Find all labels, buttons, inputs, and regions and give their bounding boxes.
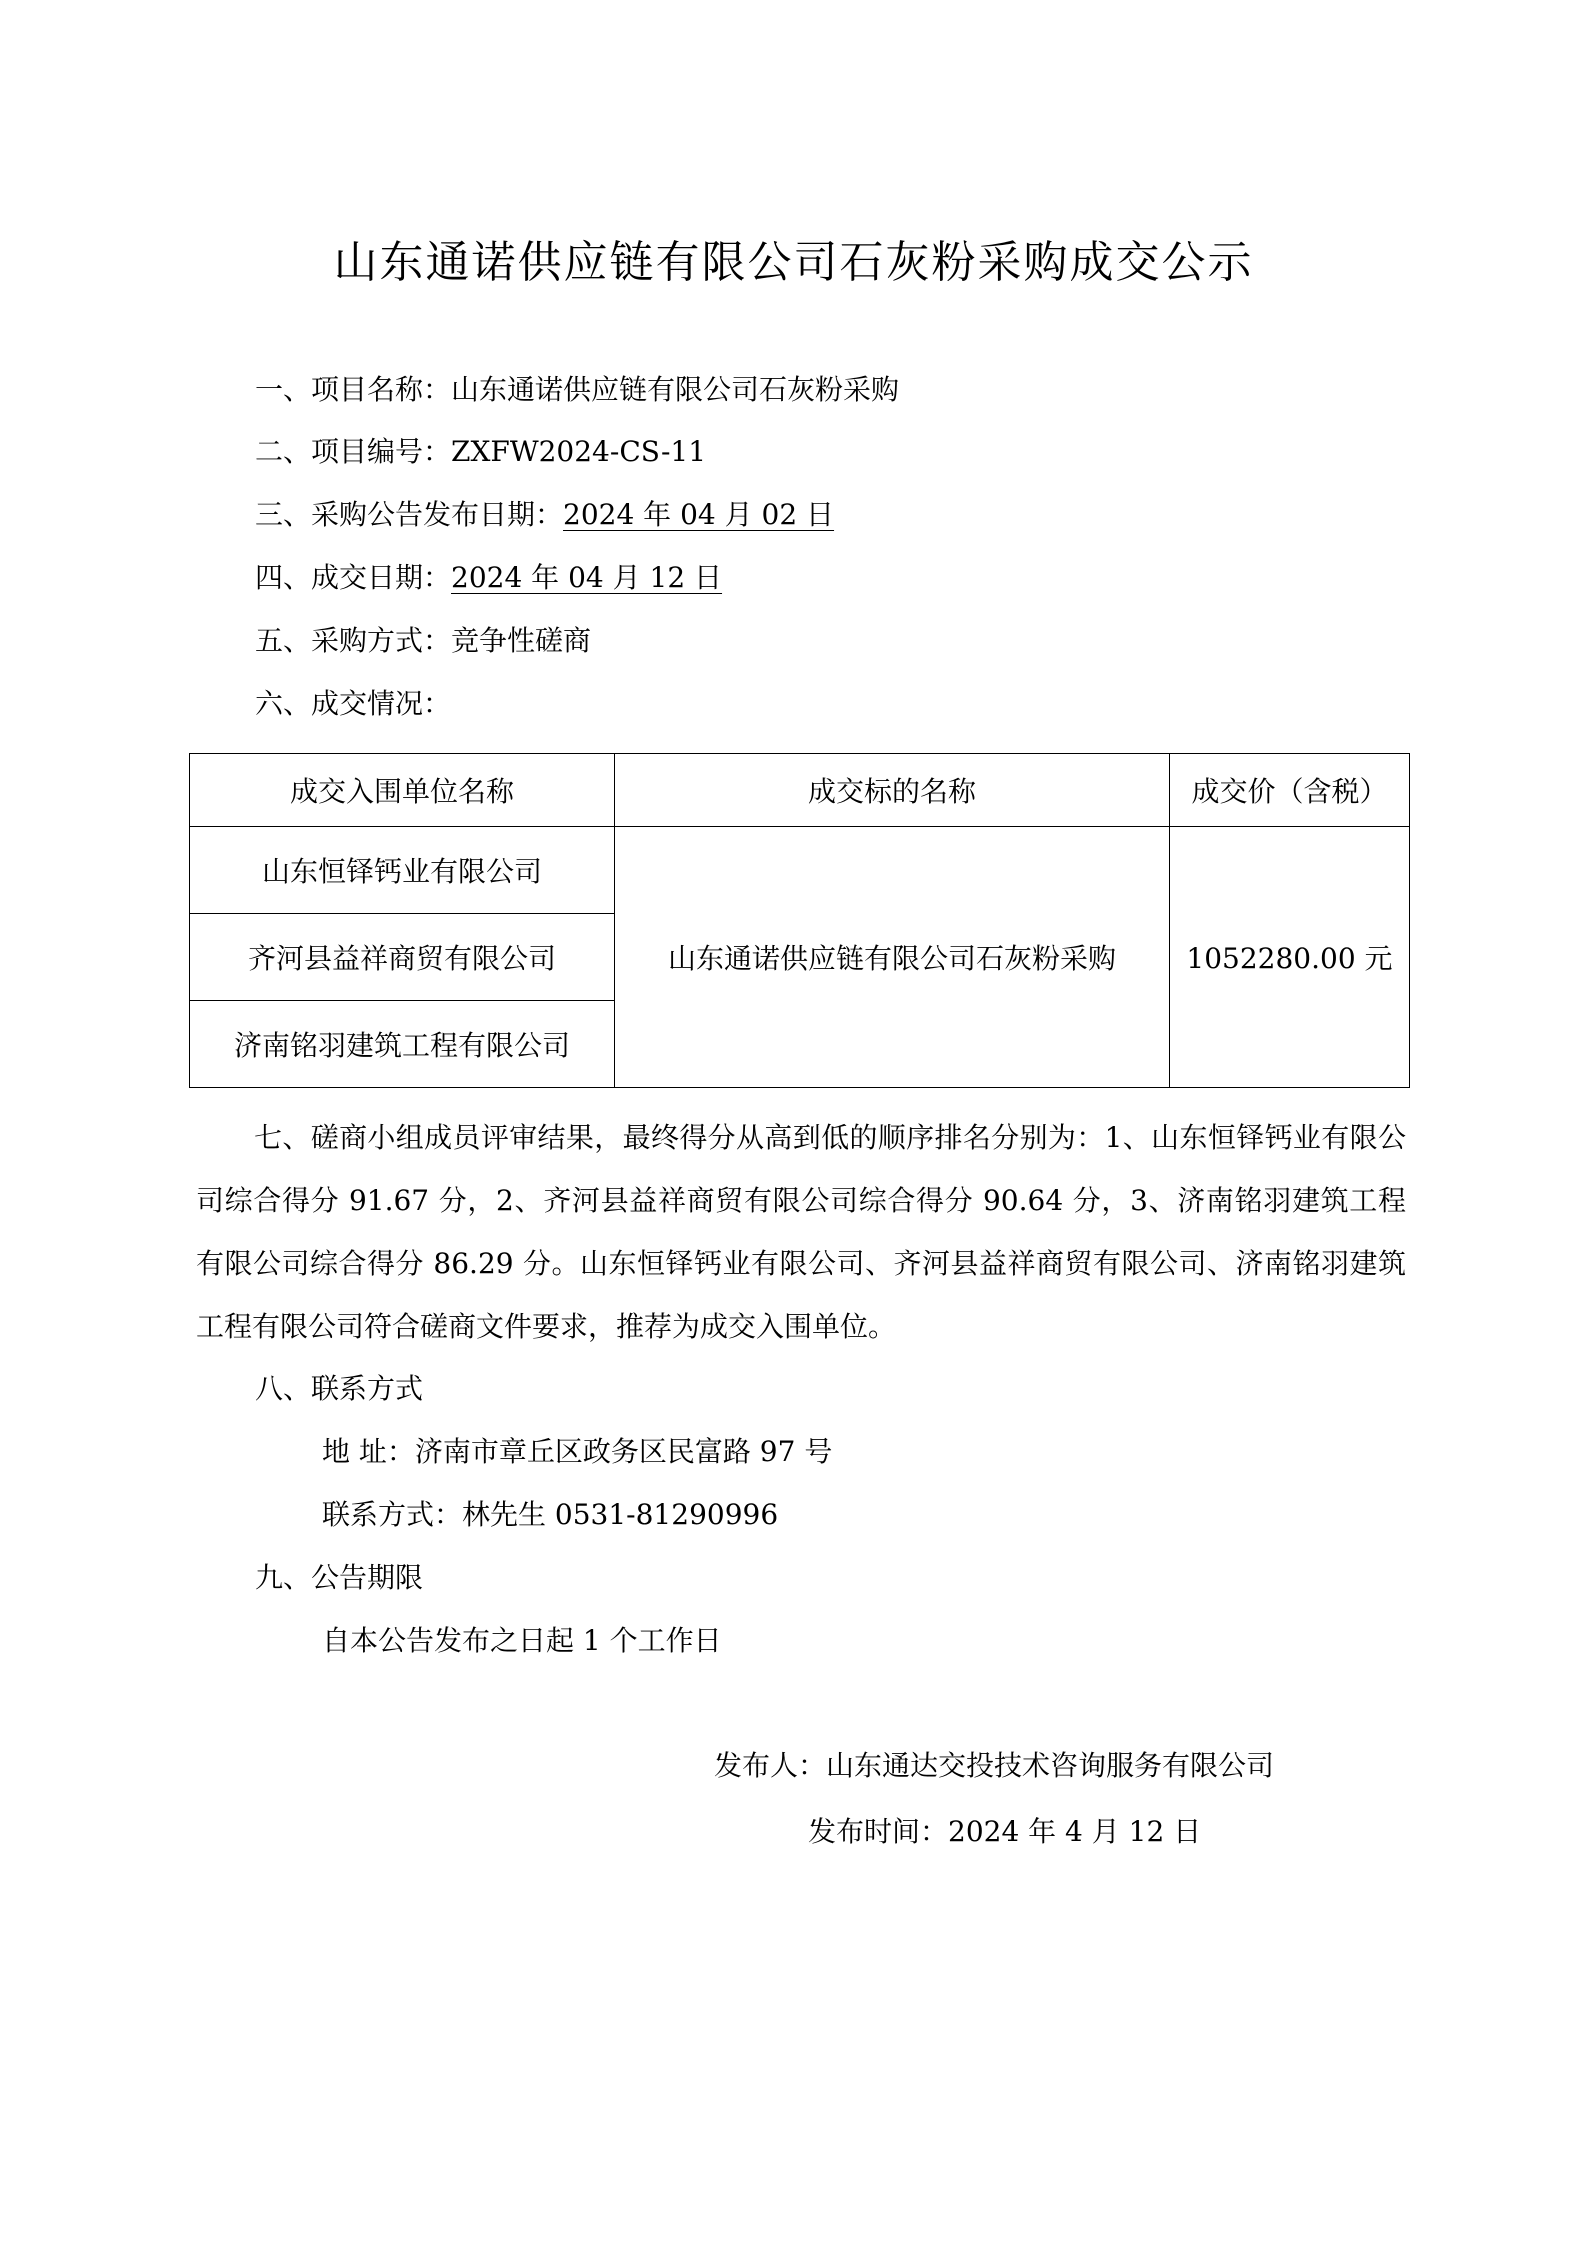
table-row xyxy=(190,827,1410,914)
item-deal-status xyxy=(255,684,451,724)
item-value: 竞争性磋商 xyxy=(451,624,592,657)
company-cell: 山东恒铎钙业有限公司 xyxy=(190,827,615,914)
period-heading: 九、公告期限 xyxy=(255,1561,424,1594)
review-result-paragraph: 七、磋商小组成员评审结果，最终得分从高到低的顺序排名分别为：1、山东恒铎钙业有限公司综合得分 91.67 分，2、齐河县益祥商贸有限公司综合得分 90.64 分，3、济南铭羽建筑工程有限公司综合得分 86.29 分。山东恒铎钙业有限公司、齐河县益祥商贸有限公司、济南铭羽建筑工程有限公司符合磋商文件要求，推荐为成交入围单位。 xyxy=(196,1121,1406,1343)
company-cell: 齐河县益祥商贸有限公司 xyxy=(190,914,615,1001)
publisher: 发布人：山东通达交投技术咨询服务有限公司 xyxy=(714,1749,1275,1782)
item-project-name xyxy=(255,370,899,410)
item-label: 一、项目名称： xyxy=(255,373,452,406)
price-cell: 1052280.00 元 xyxy=(1170,827,1410,1088)
item-notice-date xyxy=(255,495,834,535)
publish-time: 发布时间：2024 年 4 月 12 日 xyxy=(808,1815,1202,1848)
item-label: 三、采购公告发布日期： xyxy=(255,498,564,531)
header-subject: 成交标的名称 xyxy=(615,754,1170,827)
item-label: 二、项目编号： xyxy=(255,435,452,468)
contact-address: 地 址：济南市章丘区政务区民富路 97 号 xyxy=(322,1435,833,1468)
page-title: 山东通诺供应链有限公司石灰粉采购成交公示 xyxy=(333,237,1254,288)
item-deal-date xyxy=(255,558,722,598)
item-label: 六、成交情况： xyxy=(255,687,452,720)
item-method xyxy=(255,621,591,661)
contact-phone: 联系方式：林先生 0531-81290996 xyxy=(322,1498,779,1531)
item-label: 四、成交日期： xyxy=(255,561,452,594)
table-header-row xyxy=(190,754,1410,827)
result-table xyxy=(189,753,1410,1088)
header-price: 成交价（含税） xyxy=(1170,754,1410,827)
company-cell: 济南铭羽建筑工程有限公司 xyxy=(190,1001,615,1088)
item-label: 五、采购方式： xyxy=(255,624,452,657)
item-value: ZXFW2024-CS-11 xyxy=(451,435,707,468)
contact-heading: 八、联系方式 xyxy=(255,1372,424,1405)
item-value: 2024 年 04 月 12 日 xyxy=(451,561,723,594)
item-value: 山东通诺供应链有限公司石灰粉采购 xyxy=(451,373,900,406)
item-project-no xyxy=(255,432,706,472)
subject-cell: 山东通诺供应链有限公司石灰粉采购 xyxy=(615,827,1170,1088)
header-company: 成交入围单位名称 xyxy=(190,754,615,827)
period-text: 自本公告发布之日起 1 个工作日 xyxy=(322,1624,722,1657)
item-value: 2024 年 04 月 02 日 xyxy=(563,498,835,531)
